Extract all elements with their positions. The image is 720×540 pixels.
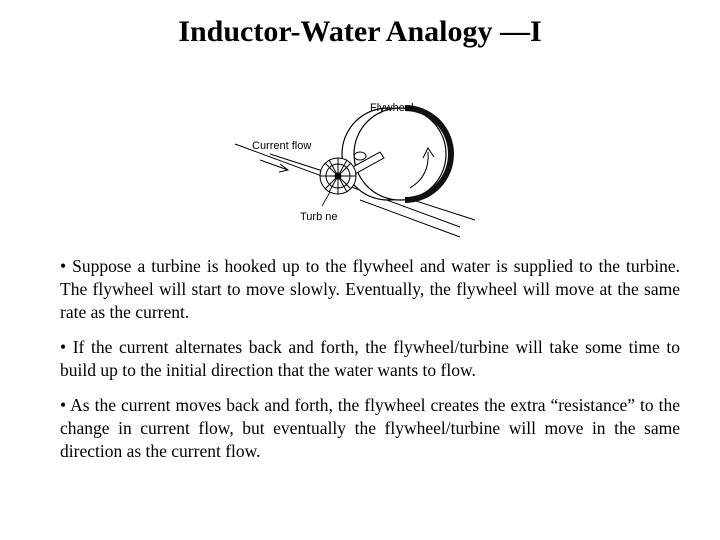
bullet-list: [60, 255, 680, 475]
bullet-item: • Suppose a turbine is hooked up to the flywheel and water is supplied to the turbine. The flywheel will start to move slowly. Eventually, the flywheel will move at the same rate as the current.: [60, 256, 680, 322]
turbine-label: Turb ne: [300, 211, 338, 223]
bullet-item: • If the current alternates back and forth, the flywheel/turbine will take some time to build up to the initial direction that the water wants to flow.: [60, 337, 680, 380]
label-leaders: [322, 192, 330, 206]
turbine-shape: [320, 158, 356, 194]
flywheel-label: Flywheel: [370, 102, 414, 114]
bullet-item: • As the current moves back and forth, the flywheel creates the extra “resistance” to the change in current flow, but eventually the flywheel/turbine will move in the same direction as the current flow.: [60, 395, 680, 461]
flywheel-shape: [342, 108, 451, 200]
slide-title: Inductor-Water Analogy —I: [178, 15, 542, 48]
flywheel-turbine-diagram: [230, 92, 480, 242]
current-flow-label: Current flow: [252, 140, 312, 152]
